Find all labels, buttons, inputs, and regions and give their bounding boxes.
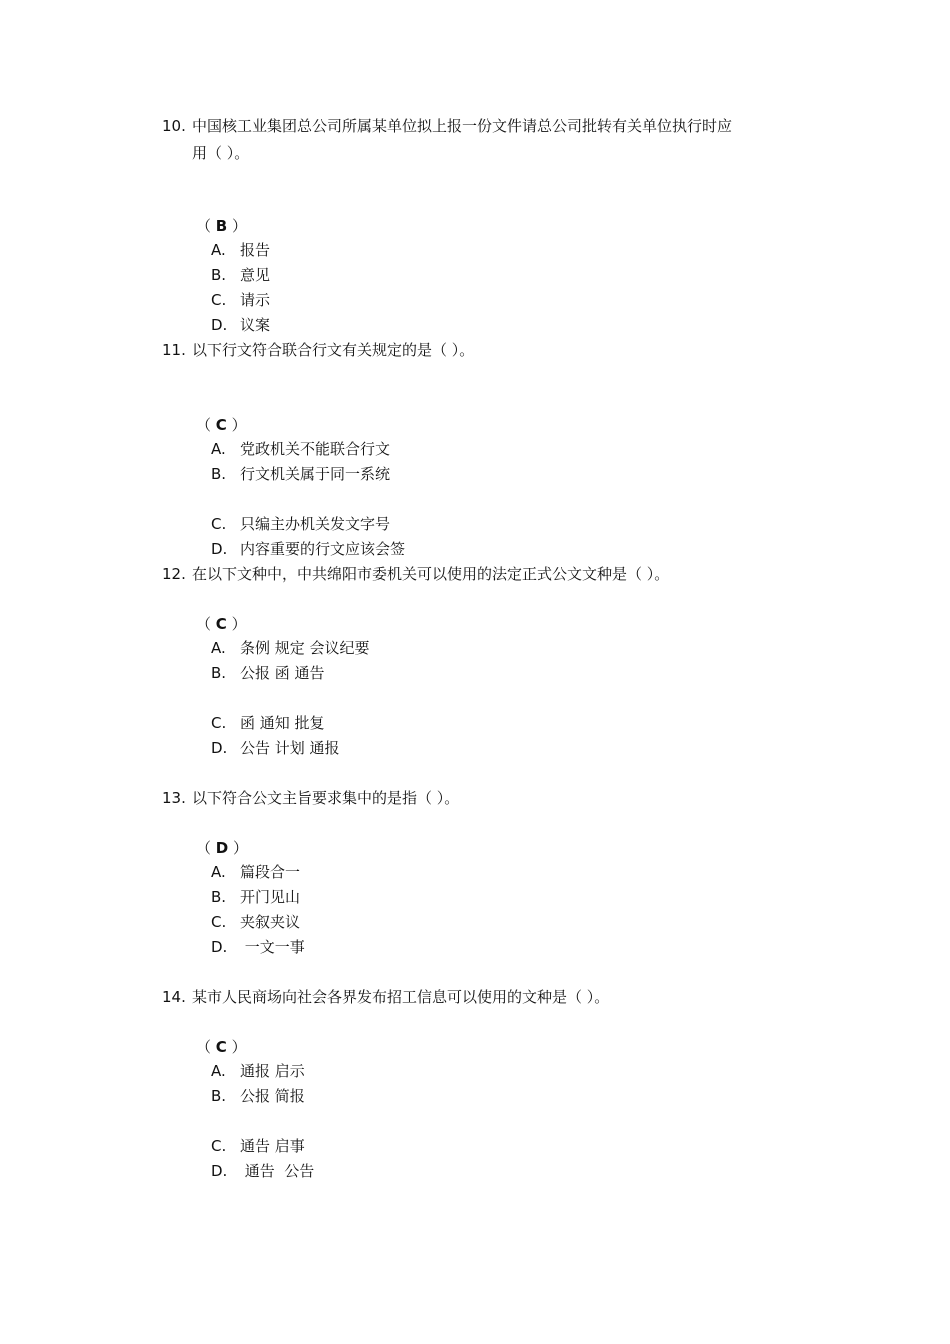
option-letter: D.: [211, 938, 228, 956]
option-text: 篇段合一: [240, 863, 301, 881]
answer-letter: B: [215, 217, 228, 235]
option-text: 通告 公告: [240, 1162, 315, 1180]
answer-letter: D: [215, 839, 229, 857]
option-letter: D.: [211, 1162, 228, 1180]
option-letter: B.: [211, 1087, 227, 1105]
question-number: 13.: [162, 789, 186, 807]
option-text: 党政机关不能联合行文: [240, 440, 391, 458]
question-text: 以下符合公文主旨要求集中的是指（ ）。: [192, 789, 460, 807]
option-text: 行文机关属于同一系统: [240, 465, 391, 483]
option-text: 议案: [240, 316, 271, 334]
question-text: 某市人民商场向社会各界发布招工信息可以使用的文种是（ ）。: [192, 988, 610, 1006]
option-text: 报告: [240, 241, 271, 259]
answer-key: （ C ）: [196, 1038, 247, 1056]
answer-letter: C: [215, 416, 227, 434]
question-number: 10.: [162, 117, 186, 135]
option-letter: A.: [211, 440, 226, 458]
option-letter: B.: [211, 888, 227, 906]
question-number: 14.: [162, 988, 186, 1006]
option-letter: C.: [211, 515, 227, 533]
option-text: 请示: [240, 291, 271, 309]
option-text: 函 通知 批复: [240, 714, 325, 732]
answer-key: （ B ）: [196, 217, 247, 235]
question-text: 用（ ）。: [192, 144, 250, 162]
option-text: 公报 简报: [240, 1087, 305, 1105]
option-letter: A.: [211, 1062, 226, 1080]
answer-letter: C: [215, 615, 227, 633]
option-letter: D.: [211, 316, 228, 334]
option-text: 意见: [240, 266, 271, 284]
answer-key: （ C ）: [196, 615, 247, 633]
option-text: 只编主办机关发文字号: [240, 515, 391, 533]
option-letter: A.: [211, 639, 226, 657]
question-text: 在以下文种中，中共绵阳市委机关可以使用的法定正式公文文种是（ ）。: [192, 565, 670, 583]
option-letter: B.: [211, 266, 227, 284]
option-text: 开门见山: [240, 888, 301, 906]
option-text: 内容重要的行文应该会签: [240, 540, 406, 558]
option-letter: A.: [211, 241, 226, 259]
question-number: 11.: [162, 341, 186, 359]
option-text: 公报 函 通告: [240, 664, 325, 682]
option-letter: C.: [211, 913, 227, 931]
answer-key: （ D ）: [196, 839, 249, 857]
option-letter: B.: [211, 664, 227, 682]
option-letter: C.: [211, 1137, 227, 1155]
question-number: 12.: [162, 565, 186, 583]
answer-key: （ C ）: [196, 416, 247, 434]
option-text: 条例 规定 会议纪要: [240, 639, 370, 657]
option-text: 一文一事: [240, 938, 305, 956]
question-text: 以下行文符合联合行文有关规定的是（ ）。: [192, 341, 475, 359]
option-text: 公告 计划 通报: [240, 739, 340, 757]
option-letter: C.: [211, 714, 227, 732]
option-letter: D.: [211, 540, 228, 558]
option-letter: C.: [211, 291, 227, 309]
answer-letter: C: [215, 1038, 227, 1056]
option-letter: A.: [211, 863, 226, 881]
option-letter: D.: [211, 739, 228, 757]
question-text: 中国核工业集团总公司所属某单位拟上报一份文件请总公司批转有关单位执行时应: [192, 117, 733, 135]
option-text: 通报 启示: [240, 1062, 305, 1080]
option-text: 通告 启事: [240, 1137, 305, 1155]
option-text: 夹叙夹议: [240, 913, 301, 931]
option-letter: B.: [211, 465, 227, 483]
